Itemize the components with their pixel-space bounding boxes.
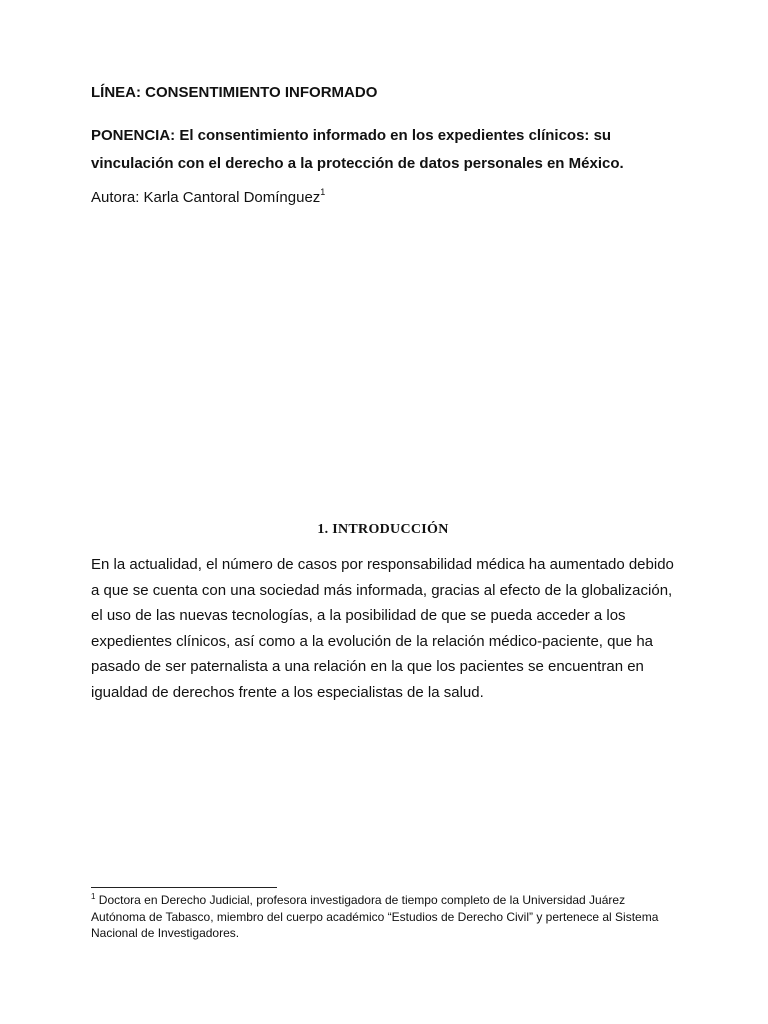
author-line [91,187,325,209]
footnote-text: Doctora en Derecho Judicial, profesora investigadora de tiempo completo de la Universidad Juárez Autónoma de Tabasco, miembro del cuerpo académico “Estudios de Derecho Civil” y pertenece al Sistema Nacional de Investigadores. [91,893,659,940]
author-footnote-mark: 1 [320,187,326,197]
footnote-mark: 1 [91,892,96,901]
line-heading: LÍNEA: CONSENTIMIENTO INFORMADO [91,84,378,101]
footnote-divider [91,887,277,888]
document-page [91,82,675,940]
footnote [91,892,675,942]
introduction-paragraph: En la actualidad, el número de casos por responsabilidad médica ha aumentado debido a que se cuenta con una sociedad más informada, gracias al efecto de la globalización, el uso de las nuevas tecnologías, a la posibilidad de que se pueda acceder a los expedientes clínicos, así como a la evolución de la relación médico-paciente, que ha pasado de ser paternalista a una relación en la que los pacientes se encuentran en igualdad de derechos frente a los especialistas de la salud. [91,556,674,701]
author-name: Autora: Karla Cantoral Domínguez [91,189,321,206]
ponencia-title: PONENCIA: El consentimiento informado en los expedientes clínicos: su vinculación con el derecho a la protección de datos personales en México. [91,127,624,172]
section-title: 1. INTRODUCCIÓN [317,522,449,537]
